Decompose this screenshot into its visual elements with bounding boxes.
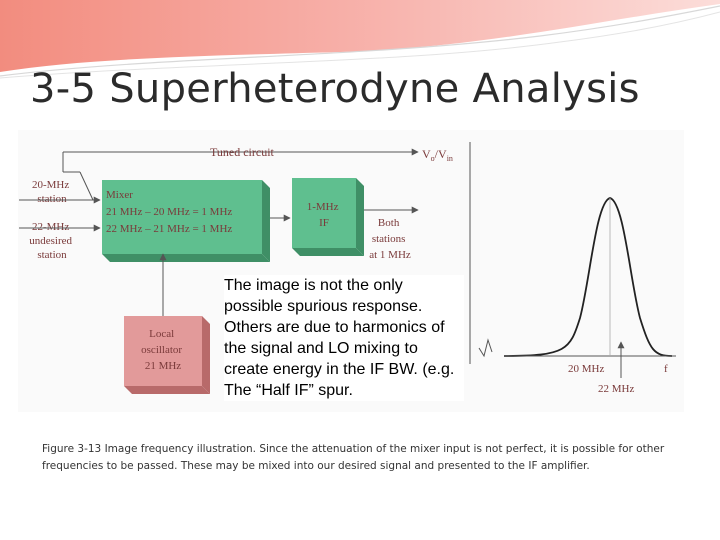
station-22mhz-label: 22-MHz undesired station (29, 221, 73, 261)
frequency-response-curve (504, 198, 672, 356)
tuned-circuit-label: Tuned circuit (210, 145, 274, 159)
figure-caption: Figure 3-13 Image frequency illustration. Since the attenuation of the mixer input is not perfect, it is possible for other frequencies to be passed. These may be mixed into our desired signal and presented to the IF amplifier. (42, 443, 665, 472)
local-oscillator-label: Local oscillator 21 MHz (141, 328, 183, 372)
vo-vin-label: $V_o/V_{in}$ (422, 147, 453, 163)
station-20mhz-label: 20-MHz station (31, 179, 70, 205)
mixer-label: Mixer 21 MHz – 20 MHz = 1 MHz 22 MHz – 21 MHz = 1 MHz (106, 189, 233, 235)
freq-22mhz-label: 22 MHz (598, 383, 635, 395)
freq-20mhz-label: 20 MHz (568, 363, 605, 375)
spurious-response-note: The image is not the only possible spurious response. Others are due to harmonics of the signal and LO mixing to create energy in the IF BW. (e.g. The “Half IF” spur. (224, 275, 464, 401)
if-block (292, 178, 356, 248)
both-stations-label: Both stations at 1 MHz (369, 217, 411, 261)
if-label: 1-MHz IF (306, 201, 339, 229)
slide-title: 3-5 Superheterodyne Analysis (30, 66, 640, 112)
frequency-axis-label: f (664, 363, 668, 375)
